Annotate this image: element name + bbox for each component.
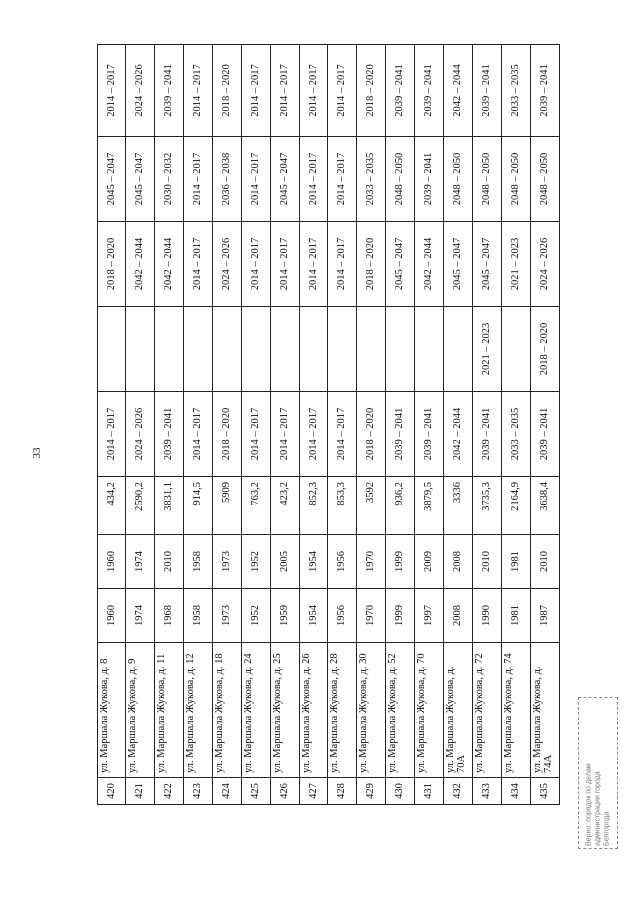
period-cell: 2021 – 2023 — [502, 222, 531, 307]
period-cell: 2033 – 2035 — [357, 137, 386, 222]
period-cell: 2045 – 2047 — [444, 222, 473, 307]
area-cell: 3638,4 — [530, 477, 559, 535]
period-cell: 2039 – 2041 — [386, 45, 415, 137]
row-number-cell: 423 — [183, 778, 212, 805]
period-cell: 2039 – 2041 — [154, 392, 183, 477]
table-row — [98, 45, 126, 805]
table-row — [386, 45, 415, 805]
row-number-cell: 430 — [386, 778, 415, 805]
area-cell: 936,2 — [386, 477, 415, 535]
area-cell: 3831,1 — [154, 477, 183, 535]
year-overhaul-cell: 1954 — [299, 535, 328, 589]
period-cell: 2014 – 2017 — [98, 392, 126, 477]
area-cell: 5909 — [212, 477, 241, 535]
period-cell — [154, 307, 183, 392]
period-cell: 2014 – 2017 — [183, 222, 212, 307]
period-cell: 2045 – 2047 — [473, 222, 502, 307]
period-cell: 2024 – 2026 — [126, 45, 155, 137]
period-cell — [415, 307, 444, 392]
area-cell: 852,3 — [299, 477, 328, 535]
address-cell: ул. Маршала Жукова, д. 9 — [126, 643, 155, 778]
year-overhaul-cell: 2009 — [415, 535, 444, 589]
period-cell: 2014 – 2017 — [183, 45, 212, 137]
period-cell: 2014 – 2017 — [328, 45, 357, 137]
period-cell: 2014 – 2017 — [299, 137, 328, 222]
year-overhaul-cell: 2005 — [270, 535, 299, 589]
period-cell: 2036 – 2038 — [212, 137, 241, 222]
table-row — [270, 45, 299, 805]
address-cell: ул. Маршала Жукова, д. 11 — [154, 643, 183, 778]
year-overhaul-cell: 1970 — [357, 535, 386, 589]
area-cell: 3336 — [444, 477, 473, 535]
period-cell: 2039 – 2041 — [386, 392, 415, 477]
year-built-cell: 1997 — [415, 589, 444, 643]
period-cell: 2014 – 2017 — [270, 222, 299, 307]
year-built-cell: 1954 — [299, 589, 328, 643]
area-cell: 423,2 — [270, 477, 299, 535]
row-number-cell: 434 — [502, 778, 531, 805]
period-cell: 2018 – 2020 — [357, 222, 386, 307]
area-cell: 3735,3 — [473, 477, 502, 535]
period-cell: 2014 – 2017 — [299, 45, 328, 137]
year-built-cell: 1981 — [502, 589, 531, 643]
period-cell: 2024 – 2026 — [212, 222, 241, 307]
period-cell: 2048 – 2050 — [530, 137, 559, 222]
period-cell: 2014 – 2017 — [299, 392, 328, 477]
period-cell: 2039 – 2041 — [154, 45, 183, 137]
period-cell — [502, 307, 531, 392]
period-cell: 2018 – 2020 — [212, 45, 241, 137]
table-row — [473, 45, 502, 805]
table-row — [212, 45, 241, 805]
area-cell: 3879,5 — [415, 477, 444, 535]
certification-stamp — [578, 697, 618, 849]
period-cell: 2014 – 2017 — [270, 45, 299, 137]
period-cell: 2045 – 2047 — [270, 137, 299, 222]
period-cell — [126, 307, 155, 392]
area-cell: 2590,2 — [126, 477, 155, 535]
period-cell: 2039 – 2041 — [473, 392, 502, 477]
address-cell: ул. Маршала Жукова, д. 70А — [444, 643, 473, 778]
period-cell: 2042 – 2044 — [444, 45, 473, 137]
area-cell: 763,2 — [241, 477, 270, 535]
period-cell — [241, 307, 270, 392]
address-cell: ул. Маршала Жукова, д. 26 — [299, 643, 328, 778]
row-number-cell: 428 — [328, 778, 357, 805]
period-cell: 2014 – 2017 — [328, 392, 357, 477]
period-cell: 2018 – 2020 — [98, 222, 126, 307]
period-cell — [444, 307, 473, 392]
address-cell: ул. Маршала Жукова, д. 72 — [473, 643, 502, 778]
year-built-cell: 1968 — [154, 589, 183, 643]
row-number-cell: 427 — [299, 778, 328, 805]
period-cell: 2039 – 2041 — [415, 45, 444, 137]
area-cell: 914,5 — [183, 477, 212, 535]
year-built-cell: 2008 — [444, 589, 473, 643]
period-cell: 2014 – 2017 — [241, 137, 270, 222]
period-cell — [386, 307, 415, 392]
period-cell: 2014 – 2017 — [183, 137, 212, 222]
row-number-cell: 426 — [270, 778, 299, 805]
year-built-cell: 1987 — [530, 589, 559, 643]
period-cell: 2033 – 2035 — [502, 392, 531, 477]
area-cell: 2164,9 — [502, 477, 531, 535]
row-number-cell: 429 — [357, 778, 386, 805]
table-row — [183, 45, 212, 805]
period-cell: 2018 – 2020 — [357, 392, 386, 477]
period-cell: 2014 – 2017 — [328, 137, 357, 222]
table-row — [530, 45, 559, 805]
page-number: 33 — [31, 447, 43, 459]
address-cell: ул. Маршала Жукова, д. 28 — [328, 643, 357, 778]
table-row — [126, 45, 155, 805]
year-overhaul-cell: 2010 — [154, 535, 183, 589]
row-number-cell: 431 — [415, 778, 444, 805]
year-built-cell: 1973 — [212, 589, 241, 643]
period-cell: 2042 – 2044 — [415, 222, 444, 307]
stamp-text: Верно: порядок по делам администрации города Белгорода — [585, 763, 611, 846]
period-cell: 2014 – 2017 — [241, 392, 270, 477]
period-cell — [212, 307, 241, 392]
period-cell: 2048 – 2050 — [444, 137, 473, 222]
period-cell: 2014 – 2017 — [299, 222, 328, 307]
period-cell — [299, 307, 328, 392]
area-cell: 434,2 — [98, 477, 126, 535]
period-cell: 2014 – 2017 — [270, 392, 299, 477]
row-number-cell: 421 — [126, 778, 155, 805]
year-overhaul-cell: 1960 — [98, 535, 126, 589]
period-cell: 2018 – 2020 — [357, 45, 386, 137]
year-overhaul-cell: 1952 — [241, 535, 270, 589]
period-cell: 2048 – 2050 — [473, 137, 502, 222]
address-cell: ул. Маршала Жукова, д. 52 — [386, 643, 415, 778]
address-cell: ул. Маршала Жукова, д. 24 — [241, 643, 270, 778]
period-cell: 2014 – 2017 — [241, 45, 270, 137]
period-cell: 2021 – 2023 — [473, 307, 502, 392]
period-cell: 2039 – 2041 — [530, 45, 559, 137]
year-overhaul-cell: 2010 — [530, 535, 559, 589]
address-cell: ул. Маршала Жукова, д. 30 — [357, 643, 386, 778]
table-row — [444, 45, 473, 805]
row-number-cell: 420 — [98, 778, 126, 805]
period-cell: 2039 – 2041 — [415, 137, 444, 222]
year-overhaul-cell: 2008 — [444, 535, 473, 589]
year-overhaul-cell: 1973 — [212, 535, 241, 589]
period-cell: 2039 – 2041 — [530, 392, 559, 477]
table-row — [415, 45, 444, 805]
address-cell: ул. Маршала Жукова, д. 74 — [502, 643, 531, 778]
period-cell: 2045 – 2047 — [98, 137, 126, 222]
period-cell: 2042 – 2044 — [444, 392, 473, 477]
row-number-cell: 432 — [444, 778, 473, 805]
year-overhaul-cell: 2010 — [473, 535, 502, 589]
address-cell: ул. Маршала Жукова, д. 25 — [270, 643, 299, 778]
table-row — [241, 45, 270, 805]
period-cell: 2030 – 2032 — [154, 137, 183, 222]
year-overhaul-cell: 1958 — [183, 535, 212, 589]
area-cell: 3592 — [357, 477, 386, 535]
period-cell — [270, 307, 299, 392]
address-cell: ул. Маршала Жукова, д. 70 — [415, 643, 444, 778]
registry-table-container — [97, 45, 560, 805]
year-overhaul-cell: 1999 — [386, 535, 415, 589]
period-cell — [357, 307, 386, 392]
period-cell: 2042 – 2044 — [126, 222, 155, 307]
table-row — [357, 45, 386, 805]
area-cell: 853,3 — [328, 477, 357, 535]
registry-table — [97, 44, 560, 805]
period-cell — [98, 307, 126, 392]
row-number-cell: 435 — [530, 778, 559, 805]
address-cell: ул. Маршала Жукова, д. 18 — [212, 643, 241, 778]
year-built-cell: 1974 — [126, 589, 155, 643]
row-number-cell: 422 — [154, 778, 183, 805]
period-cell: 2024 – 2026 — [530, 222, 559, 307]
year-overhaul-cell: 1956 — [328, 535, 357, 589]
address-cell: ул. Маршала Жукова, д. 8 — [98, 643, 126, 778]
year-built-cell: 1990 — [473, 589, 502, 643]
year-built-cell: 1956 — [328, 589, 357, 643]
year-built-cell: 1999 — [386, 589, 415, 643]
row-number-cell: 425 — [241, 778, 270, 805]
period-cell: 2045 – 2047 — [386, 222, 415, 307]
address-cell: ул. Маршала Жукова, д. 74А — [530, 643, 559, 778]
table-row — [154, 45, 183, 805]
period-cell: 2033 – 2035 — [502, 45, 531, 137]
period-cell: 2045 – 2047 — [126, 137, 155, 222]
registry-table-body — [98, 45, 560, 805]
row-number-cell: 433 — [473, 778, 502, 805]
period-cell: 2014 – 2017 — [98, 45, 126, 137]
table-row — [328, 45, 357, 805]
period-cell — [328, 307, 357, 392]
table-row — [502, 45, 531, 805]
year-overhaul-cell: 1974 — [126, 535, 155, 589]
year-built-cell: 1960 — [98, 589, 126, 643]
year-built-cell: 1958 — [183, 589, 212, 643]
address-cell: ул. Маршала Жукова, д. 12 — [183, 643, 212, 778]
period-cell: 2014 – 2017 — [241, 222, 270, 307]
period-cell: 2014 – 2017 — [328, 222, 357, 307]
table-row — [299, 45, 328, 805]
period-cell: 2018 – 2020 — [530, 307, 559, 392]
period-cell: 2018 – 2020 — [212, 392, 241, 477]
year-built-cell: 1952 — [241, 589, 270, 643]
period-cell: 2048 – 2050 — [386, 137, 415, 222]
period-cell — [183, 307, 212, 392]
row-number-cell: 424 — [212, 778, 241, 805]
period-cell: 2039 – 2041 — [473, 45, 502, 137]
year-built-cell: 1959 — [270, 589, 299, 643]
period-cell: 2048 – 2050 — [502, 137, 531, 222]
year-built-cell: 1970 — [357, 589, 386, 643]
period-cell: 2039 – 2041 — [415, 392, 444, 477]
year-overhaul-cell: 1981 — [502, 535, 531, 589]
period-cell: 2024 – 2026 — [126, 392, 155, 477]
period-cell: 2014 – 2017 — [183, 392, 212, 477]
period-cell: 2042 – 2044 — [154, 222, 183, 307]
